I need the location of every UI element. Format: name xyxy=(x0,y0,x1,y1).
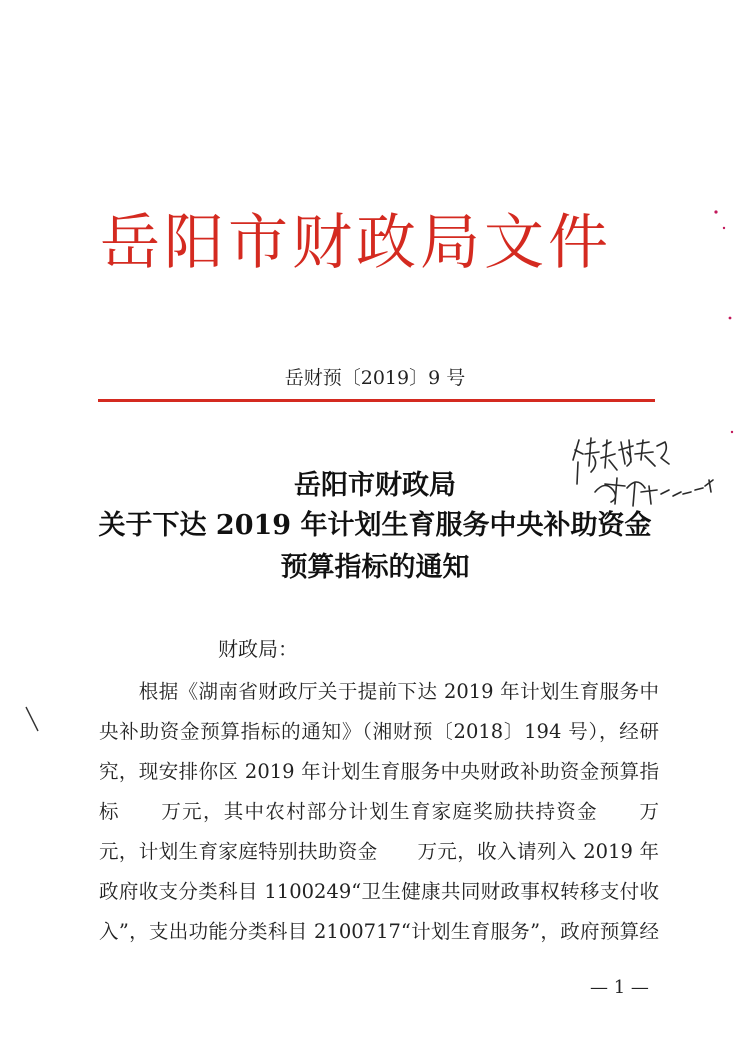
body-line: 标 万元，其中农村部分计划生育家庭奖励扶持资金 万 xyxy=(99,800,659,823)
body-line: 央补助资金预算指标的通知》（湘财预〔2018〕194 号），经研 xyxy=(99,720,659,743)
body-paragraph xyxy=(99,672,659,952)
scan-artifact-specks xyxy=(706,200,736,440)
notice-title xyxy=(0,505,750,589)
page-number: — 1 — xyxy=(590,977,649,998)
body-line: 政府收支分类科目 1100249“卫生健康共同财政事权转移支付收 xyxy=(99,880,659,903)
notice-title-line: 预算指标的通知 xyxy=(280,552,470,583)
body-line: 究，现安排你区 2019 年计划生育服务中央财政补助资金预算指 xyxy=(99,760,659,783)
body-line: 入”，支出功能分类科目 2100717“计划生育服务”，政府预算经 xyxy=(99,920,659,943)
document-header-title: 岳阳市财政局文件 xyxy=(100,208,612,278)
salutation: 财政局： xyxy=(218,637,298,661)
body-line: 元，计划生育家庭特别扶助资金 万元，收入请列入 2019 年 xyxy=(99,840,659,863)
red-divider-line xyxy=(98,399,655,402)
scan-artifact-mark xyxy=(22,705,42,735)
issuer-title: 岳阳市财政局 xyxy=(294,470,456,501)
document-number: 岳财预〔2019〕9 号 xyxy=(284,367,466,389)
notice-title-line: 关于下达 2019 年计划生育服务中央补助资金 xyxy=(98,510,652,541)
body-line: 根据《湖南省财政厅关于提前下达 2019 年计划生育服务中 xyxy=(99,680,659,703)
